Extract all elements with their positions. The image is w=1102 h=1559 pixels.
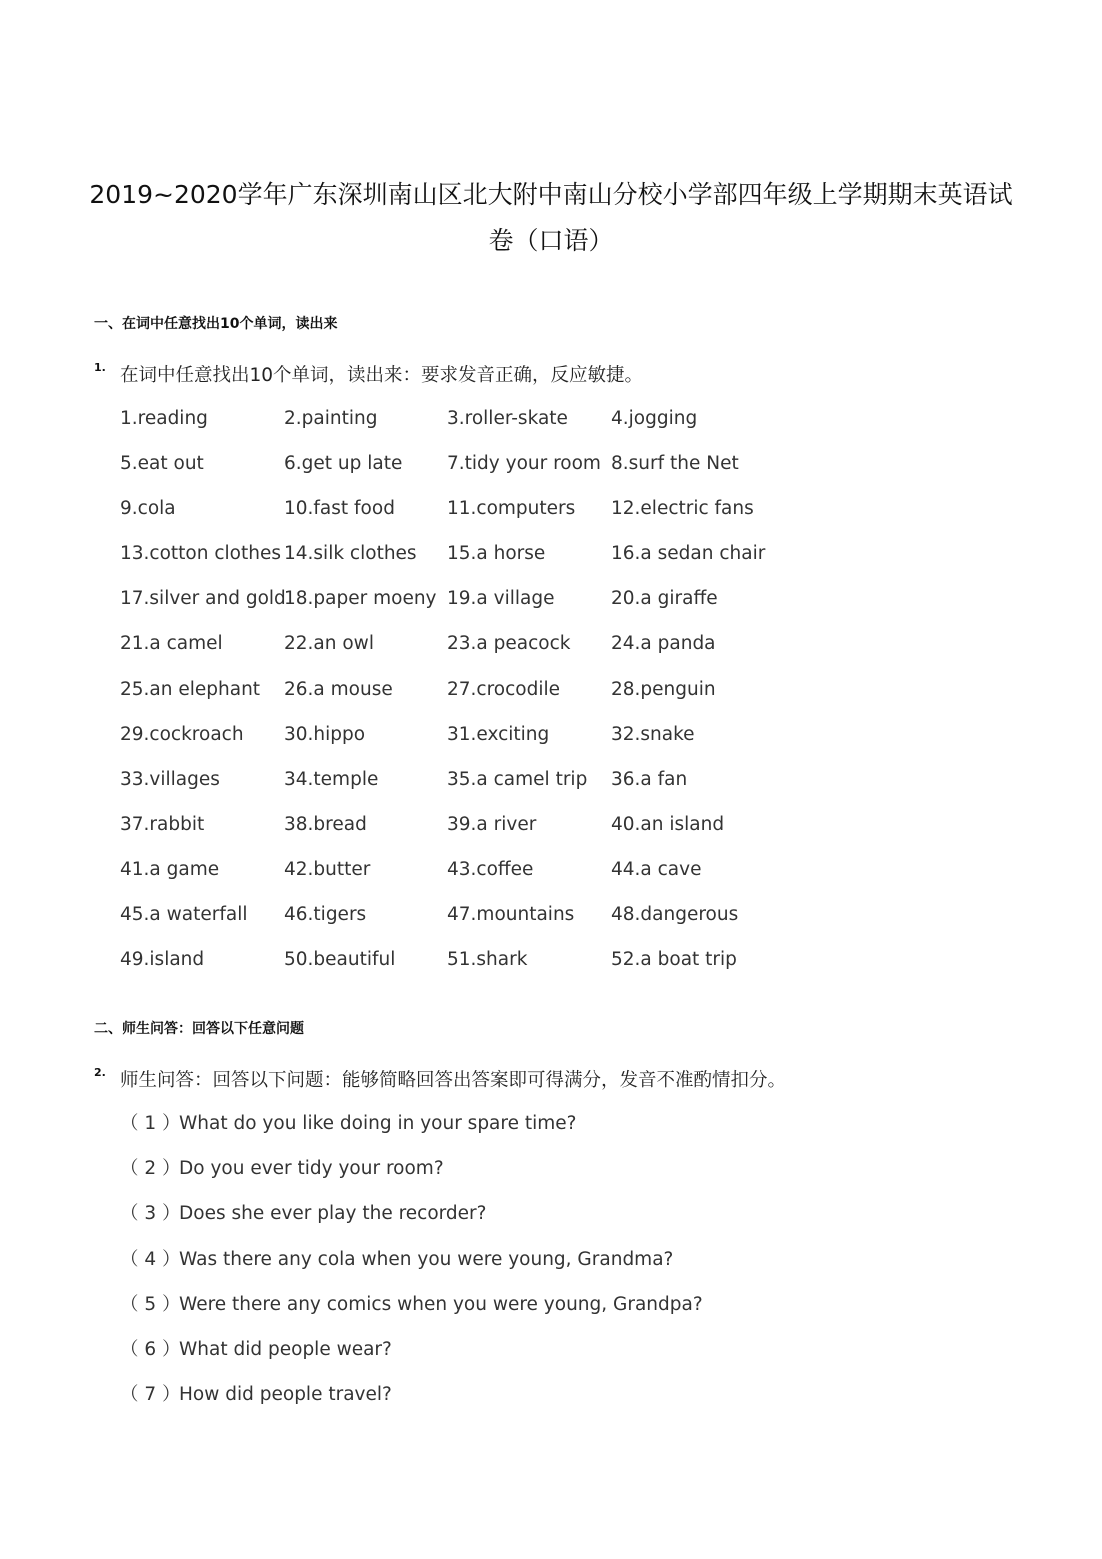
question-item	[120, 1381, 703, 1426]
question-item	[120, 1291, 703, 1336]
word-item: 22.an owl	[284, 633, 374, 655]
word-item: 28.penguin	[611, 678, 716, 700]
word-item: 44.a cave	[611, 858, 702, 880]
question-item	[120, 1200, 703, 1245]
section-2-heading: 二、师生问答：回答以下任意问题	[94, 1021, 304, 1037]
question-item-number: （ 7 ）	[120, 1384, 181, 1406]
question-item-number: （ 6 ）	[120, 1338, 181, 1360]
word-item: 25.an elephant	[120, 678, 261, 700]
question-item	[120, 1246, 703, 1291]
word-item: 31.exciting	[447, 723, 550, 745]
question-item	[120, 1155, 703, 1200]
word-item: 24.a panda	[611, 633, 716, 655]
word-item: 51.shark	[447, 949, 528, 971]
question-item-text: Does she ever play the recorder?	[179, 1203, 487, 1225]
word-item: 23.a peacock	[447, 633, 571, 655]
word-item: 46.tigers	[284, 904, 367, 926]
title-line-2: 卷（口语）	[488, 226, 614, 255]
word-item: 38.bread	[284, 813, 367, 835]
word-item: 41.a game	[120, 858, 220, 880]
word-item: 50.beautiful	[284, 949, 396, 971]
word-item: 26.a mouse	[284, 678, 393, 700]
word-item: 9.cola	[120, 498, 176, 520]
question-item-text: Were there any comics when you were young, Grandpa?	[179, 1293, 703, 1315]
word-item: 2.painting	[284, 408, 378, 429]
word-item: 17.silver and gold	[120, 588, 286, 610]
word-item: 30.hippo	[284, 723, 366, 745]
question-item	[120, 1110, 703, 1155]
word-item: 6.get up late	[284, 453, 403, 475]
word-item: 52.a boat trip	[611, 949, 737, 971]
word-item: 47.mountains	[447, 904, 575, 926]
page-title	[80, 172, 1022, 264]
word-item: 1.reading	[120, 408, 208, 429]
word-item: 27.crocodile	[447, 678, 561, 700]
word-item: 20.a giraffe	[611, 588, 718, 610]
word-item: 40.an island	[611, 813, 725, 835]
question-item-text: Do you ever tidy your room?	[179, 1158, 444, 1180]
question-item-text: Was there any cola when you were young, Grandma?	[179, 1248, 674, 1270]
word-item: 35.a camel trip	[447, 768, 588, 790]
word-item: 34.temple	[284, 768, 379, 790]
word-item: 37.rabbit	[120, 813, 205, 835]
word-item: 33.villages	[120, 768, 220, 790]
word-item: 36.a fan	[611, 768, 688, 790]
question-item-number: （ 1 ）	[120, 1113, 181, 1134]
word-item: 45.a waterfall	[120, 904, 248, 926]
question-item-number: （ 4 ）	[120, 1248, 181, 1270]
word-item: 10.fast food	[284, 498, 395, 520]
word-item: 5.eat out	[120, 453, 204, 475]
word-item: 49.island	[120, 949, 205, 971]
question-list	[120, 1110, 703, 1426]
question-1-instruction: 在词中任意找出10个单词，读出来：要求发音正确，反应敏捷。	[120, 365, 644, 386]
word-item: 7.tidy your room	[447, 453, 601, 475]
question-1-number: 1.	[94, 361, 106, 374]
word-list	[120, 405, 800, 991]
word-item: 8.surf the Net	[611, 453, 739, 475]
word-item: 14.silk clothes	[284, 543, 417, 565]
word-item: 43.coffee	[447, 858, 534, 880]
word-item: 29.cockroach	[120, 723, 244, 745]
question-item-text: How did people travel?	[179, 1384, 392, 1406]
title-line-1: 2019~2020学年广东深圳南山区北大附中南山分校小学部四年级上学期期末英语试	[89, 180, 1013, 209]
section-1-heading: 一、在词中任意找出10个单词，读出来	[94, 316, 338, 332]
question-2-instruction: 师生问答：回答以下问题：能够简略回答出答案即可得满分，发音不准酌情扣分。	[120, 1070, 787, 1091]
word-item: 3.roller-skate	[447, 408, 568, 429]
word-item: 16.a sedan chair	[611, 543, 766, 565]
word-item: 39.a river	[447, 813, 537, 835]
question-item-text: What do you like doing in your spare time?	[179, 1113, 577, 1134]
word-item: 19.a village	[447, 588, 555, 610]
question-item-number: （ 5 ）	[120, 1293, 181, 1315]
question-item	[120, 1336, 703, 1381]
question-2-number: 2.	[94, 1066, 106, 1079]
word-item: 32.snake	[611, 723, 695, 745]
word-item: 48.dangerous	[611, 904, 739, 926]
question-item-text: What did people wear?	[179, 1338, 392, 1360]
word-item: 11.computers	[447, 498, 576, 520]
word-item: 15.a horse	[447, 543, 546, 565]
word-item: 13.cotton clothes	[120, 543, 281, 565]
question-item-number: （ 3 ）	[120, 1203, 181, 1225]
word-item: 21.a camel	[120, 633, 223, 655]
word-item: 4.jogging	[611, 408, 698, 429]
word-item: 18.paper moeny	[284, 588, 437, 610]
word-item: 12.electric fans	[611, 498, 754, 520]
question-item-number: （ 2 ）	[120, 1158, 181, 1180]
word-item: 42.butter	[284, 858, 371, 880]
